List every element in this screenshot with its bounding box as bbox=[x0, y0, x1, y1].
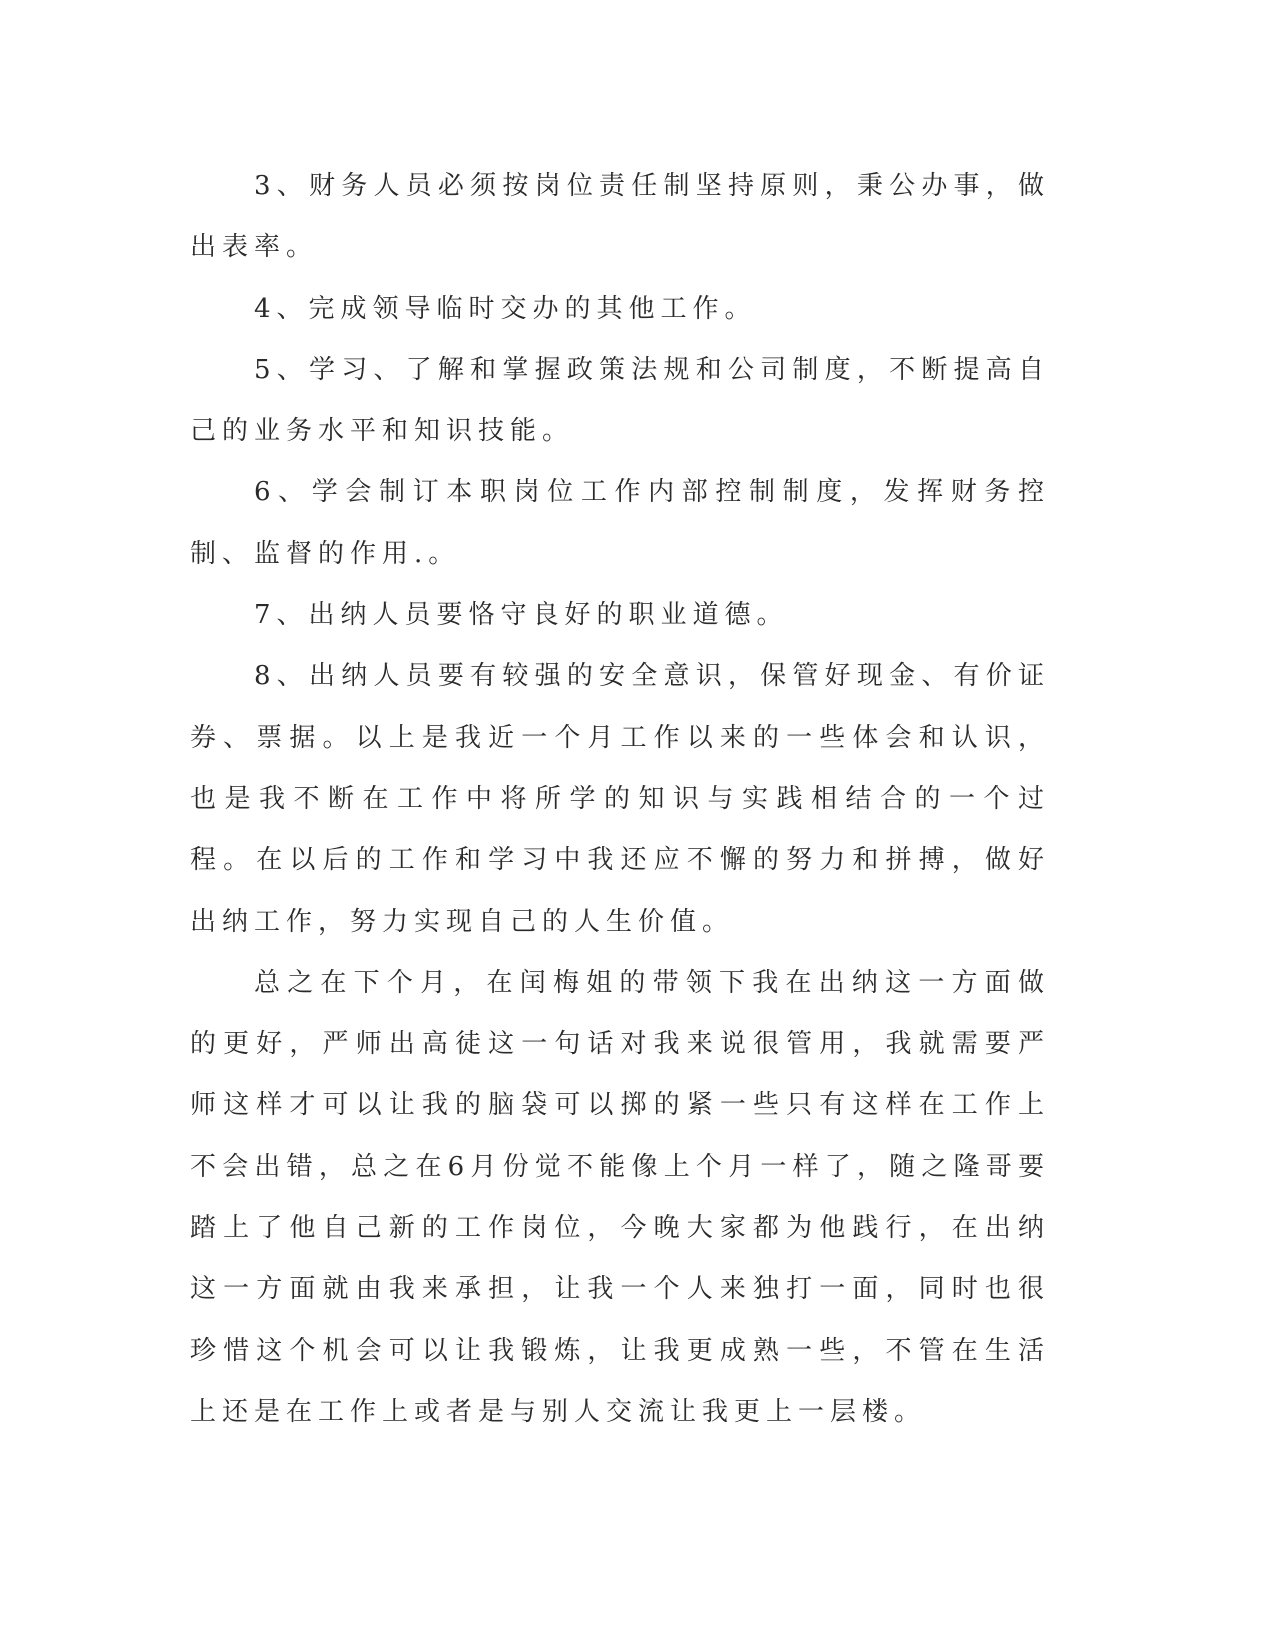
summary-paragraph: 总之在下个月，在闰梅姐的带领下我在出纳这一方面做的更好，严师出高徒这一句话对我来说很管用，我就需要严师这样才可以让我的脑袋可以掷的紧一些只有这样在工作上不会出错，总之在6月份觉不能像上个月一样了，随之隆哥要踏上了他自己新的工作岗位，今晚大家都为他践行，在出纳这一方面就由我来承担，让我一个人来独打一面，同时也很珍惜这个机会可以让我锻炼，让我更成熟一些，不管在生活上还是在工作上或者是与别人交流让我更上一层楼。 bbox=[190, 967, 1050, 1427]
paragraph-item-3: 3、财务人员必须按岗位责任制坚持原则，秉公办事，做出表率。 bbox=[190, 171, 1050, 263]
paragraph-item-5: 5、学习、了解和掌握政策法规和公司制度，不断提高自己的业务水平和知识技能。 bbox=[190, 354, 1050, 447]
paragraph-item-4: 4、完成领导临时交办的其他工作。 bbox=[254, 293, 757, 324]
paragraph-item-6: 6、学会制订本职岗位工作内部控制制度，发挥财务控制、监督的作用.。 bbox=[190, 477, 1050, 569]
paragraph-item-8: 8、出纳人员要有较强的安全意识，保管好现金、有价证券、票据。以上是我近一个月工作以来的一些体会和认识，也是我不断在工作中将所学的知识与实践相结合的一个过程。在以后的工作和学习中我还应不懈的努力和拼搏，做好出纳工作，努力实现自己的人生价值。 bbox=[190, 661, 1050, 937]
document-body bbox=[190, 156, 1050, 1443]
paragraph-item-7: 7、出纳人员要恪守良好的职业道德。 bbox=[254, 600, 789, 631]
